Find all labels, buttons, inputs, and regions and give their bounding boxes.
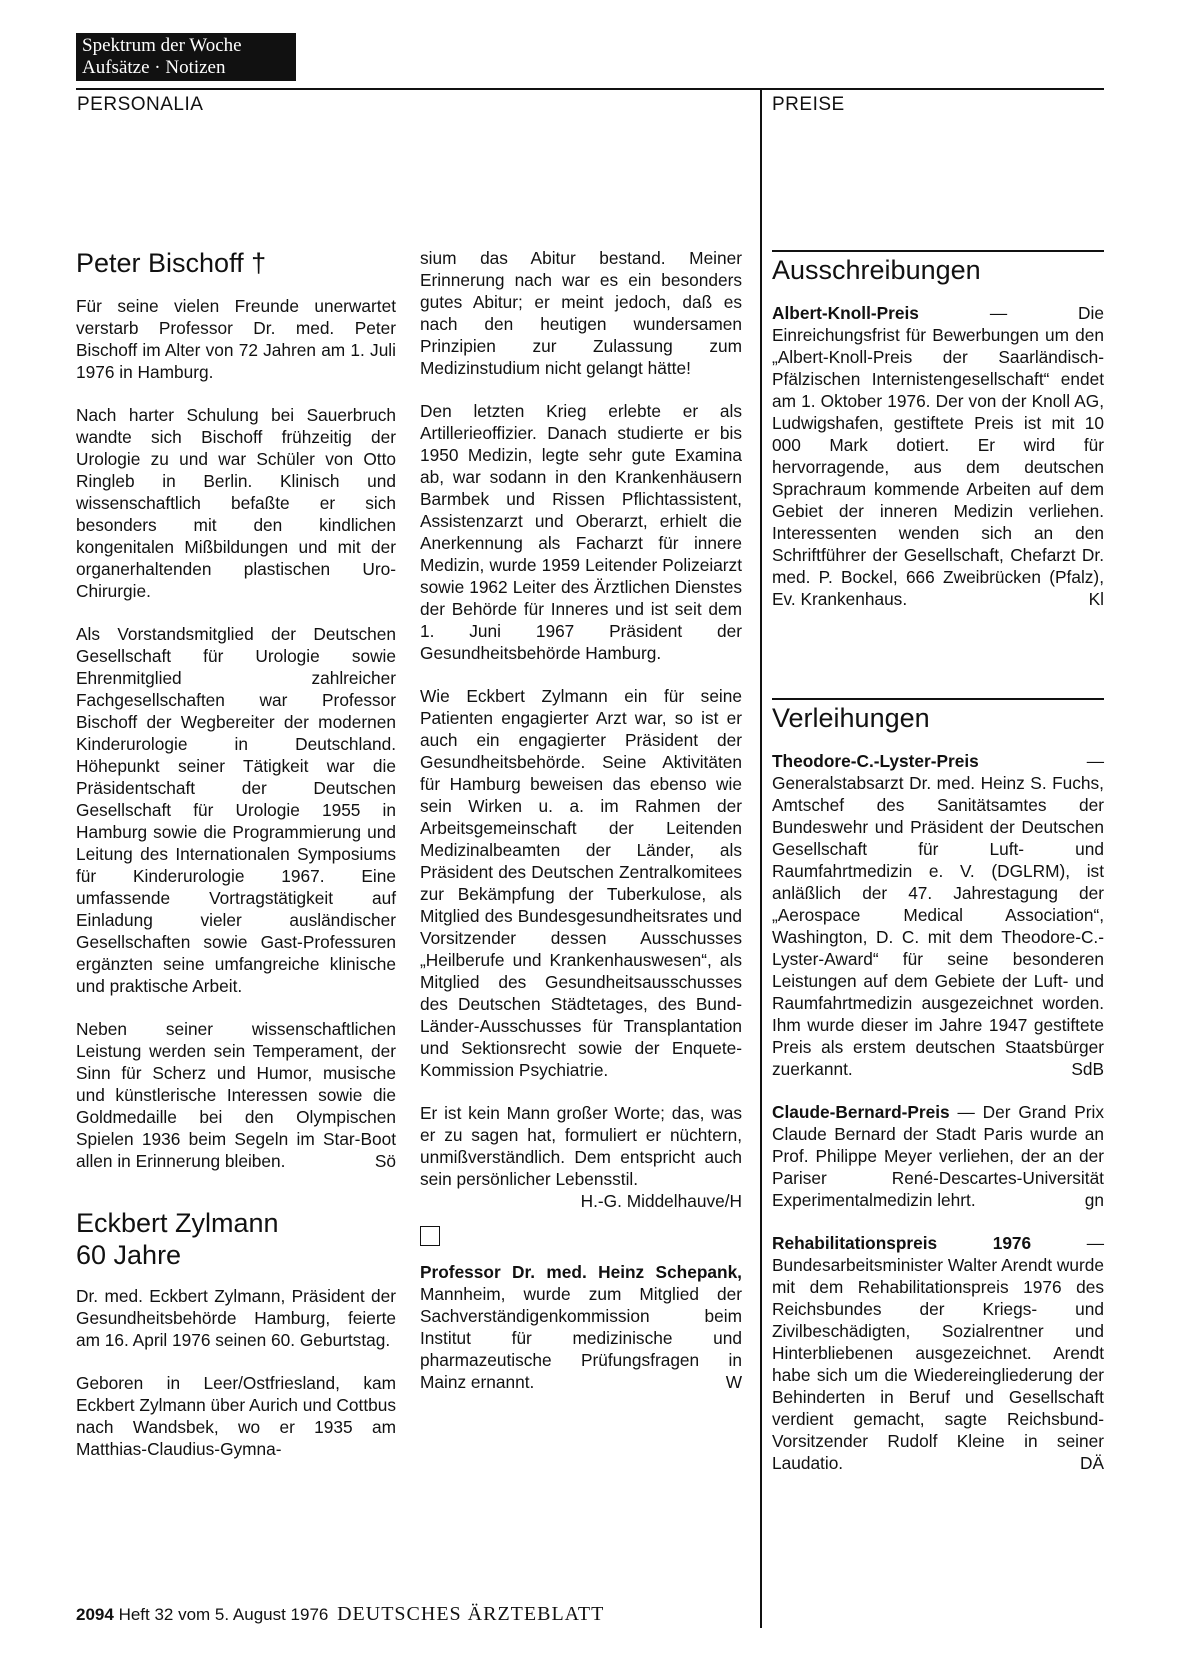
zylmann-paragraph-5: Er ist kein Mann großer Worte; das, was er zu sagen hat, formuliert er nüchtern, unmißverständlich. Dem entspricht auch sein persönlicher Lebensstil. xyxy=(420,1103,742,1189)
bernard-name: Claude-Bernard-Preis xyxy=(772,1102,950,1122)
rehabilitation-text: — Bundesarbeitsminister Walter Arendt wurde mit dem Rehabilitationspreis 1976 des Reichsbundes der Kriegs- und Zivilbeschädigten, Sozialrentner und Hinterbliebenen ausgezeichnet. Arendt habe sich um die Wiedereingliederung der Behinderten in Beruf und Gesellschaft verdient gemacht, sagte Reichsbund-Vorsitzender Rudolf Kleine in seiner Laudatio. xyxy=(772,1233,1104,1473)
section-badge xyxy=(76,33,296,81)
zylmann-paragraph-2-end: sium das Abitur bestand. Meiner Erinnerung nach war es ein besonders gutes Abitur; er meint jedoch, daß es nach den heutigen wundersamen Prinzipien zur Zulassung zum Medizinstudium nicht gelangt hätte! xyxy=(420,248,742,378)
albert-knoll-signature: Kl xyxy=(1088,589,1104,609)
zylmann-paragraph-4: Wie Eckbert Zylmann ein für seine Patienten engagierter Arzt war, so ist er auch ein engagierter Präsident der Gesundheitsbehörde. Seine Aktivitäten für Hamburg beweisen das ebenso wie sein Wirken u. a. im Rahmen der Arbeitsgemeinschaft der Leitenden Medizinalbeamten der Länder, als Präsident des Deutschen Zentralkomitees zur Bekämpfung der Tuberkulose, als Mitglied des Bundesgesundheitsrates und Vorsitzender dessen Ausschusses „Heilberufe und Krankenhauswesen“, als Mitglied des Gesundheitsausschusses des Deutschen Städtetages, des Bund-Länder-Ausschusses für Transplantation und Sektionsrecht sowie der Enquete-Kommission Psychiatrie. xyxy=(420,686,742,1080)
bernard-text: — Der Grand Prix Claude Bernard der Stadt Paris wurde an Prof. Philippe Meyer verliehen, der an der Pariser René-Descartes-Universität Experimentalmedizin lehrt. xyxy=(772,1102,1104,1210)
schepank-name: Professor Dr. med. Heinz Schepank, xyxy=(420,1262,742,1282)
bischoff-paragraph-3: Als Vorstandsmitglied der Deutschen Gesellschaft für Urologie sowie Ehrenmitglied zahlreicher Fachgesellschaften war Professor Bischoff der Wegbereiter der modernen Kinderurologie in Deutschland. Höhepunkt seiner Tätigkeit war die Präsidentschaft der Deutschen Gesellschaft für Urologie 1955 in Hamburg sowie die Programmierung und Leitung des Internationalen Symposiums für Kinderurologie 1967. Eine umfassende Vortragstätigkeit auf Einladung vieler ausländischer Gesellschaften sowie Gast-Professuren ergänzten seine umfangreiche klinische und praktische Arbeit. xyxy=(76,624,396,996)
rehabilitation-entry xyxy=(772,1232,1104,1474)
ausschreibungen-rule xyxy=(772,250,1104,252)
zylmann-paragraph-1: Dr. med. Eckbert Zylmann, Präsident der Gesundheitsbehörde Hamburg, feierte am 16. April 1976 seinen 60. Geburtstag. xyxy=(76,1286,396,1350)
column-1 xyxy=(76,247,396,1460)
column-2 xyxy=(420,247,742,1414)
zylmann-title-line-2: 60 Jahre xyxy=(76,1240,182,1270)
top-rule xyxy=(76,88,1104,90)
bischoff-paragraph-2: Nach harter Schulung bei Sauerbruch wandte sich Bischoff frühzeitig der Urologie zu und war Schüler von Otto Ringleb in Berlin. Klinisch und wissenschaftlich befaßte er sich besonders mit den kindlichen kongenitalen Mißbildungen und mit der organerhaltenden plastischen Uro-Chirurgie. xyxy=(76,405,396,601)
rehabilitation-signature: DÄ xyxy=(1079,1453,1104,1473)
bischoff-signature: Sö xyxy=(374,1151,396,1171)
bischoff-title: Peter Bischoff † xyxy=(76,248,267,278)
schepank-signature: W xyxy=(725,1372,742,1392)
albert-knoll-name: Albert-Knoll-Preis xyxy=(772,303,919,323)
section-label-preise: PREISE xyxy=(772,94,845,115)
badge-line-2: Aufsätze · Notizen xyxy=(82,57,226,78)
column-3-ausschreibungen xyxy=(772,254,1104,631)
section-label-personalia: PERSONALIA xyxy=(77,94,204,115)
zylmann-title-line-1: Eckbert Zylmann xyxy=(76,1208,279,1238)
journal-name: DEUTSCHES ÄRZTEBLATT xyxy=(337,1603,605,1625)
column-3-verleihungen xyxy=(772,702,1104,1495)
bernard-signature: gn xyxy=(1084,1190,1104,1210)
verleihungen-rule xyxy=(772,698,1104,700)
ausschreibungen-title: Ausschreibungen xyxy=(772,255,981,285)
albert-knoll-text: — Die Einreichungsfrist für Bewerbungen um den „Albert-Knoll-Preis der Saarländisch-Pfälzischen Internistengesellschaft“ endet am 1. Oktober 1976. Der von der Knoll AG, Ludwigshafen, gestiftete Preis ist mit 10 000 Mark dotiert. Er wird für hervorragende, aus dem deutschen Sprachraum kommende Arbeiten auf dem Gebiet der inneren Medizin verliehen. Interessenten wenden sich an den Schriftführer der Gesellschaft, Chefarzt Dr. med. P. Bockel, 666 Zweibrücken (Pfalz), Ev. Krankenhaus. xyxy=(772,303,1104,609)
verleihungen-title: Verleihungen xyxy=(772,703,930,733)
zylmann-paragraph-2-start: Geboren in Leer/Ostfriesland, kam Eckbert Zylmann über Aurich und Cottbus nach Wandsbek, wo er 1935 am Matthias-Claudius-Gymna- xyxy=(76,1373,396,1459)
albert-knoll-entry xyxy=(772,302,1104,610)
lyster-name: Theodore-C.-Lyster-Preis xyxy=(772,751,979,771)
issue-info: Heft 32 vom 5. August 1976 xyxy=(118,1605,329,1624)
bischoff-paragraph-4 xyxy=(76,1018,396,1172)
bernard-entry xyxy=(772,1101,1104,1211)
schepank-text: Mannheim, wurde zum Mitglied der Sachverständigenkommission beim Institut für medizinische und pharmazeutische Prüfungsfragen in Mainz ernannt. xyxy=(420,1284,742,1392)
schepank-entry xyxy=(420,1261,742,1393)
lyster-signature: SdB xyxy=(1071,1059,1104,1079)
column-divider xyxy=(760,88,762,1628)
zylmann-signature: H.-G. Middelhauve/H xyxy=(580,1191,742,1211)
page-footer xyxy=(76,1603,604,1626)
bischoff-paragraph-4-text: Neben seiner wissenschaftlichen Leistung werden sein Temperament, der Sinn für Scherz und Humor, musische und künstlerische Interessen sowie die Goldmedaille bei den Olympischen Spielen 1936 beim Segeln im Star-Boot allen in Erinnerung bleiben. xyxy=(76,1019,396,1171)
zylmann-paragraph-3: Den letzten Krieg erlebte er als Artillerieoffizier. Danach studierte er bis 1950 Medizin, legte sehr gute Examina ab, war sodann in den Krankenhäusern Barmbek und Rissen Pflichtassistent, Assistenzarzt und Oberarzt, erhielt die Anerkennung als Facharzt für innere Medizin, wurde 1959 Leitender Polizeiarzt sowie 1962 Leiter des Ärztlichen Dienstes der Behörde für Inneres und ist seit dem 1. Juni 1967 Präsident der Gesundheitsbehörde Hamburg. xyxy=(420,401,742,663)
square-icon xyxy=(420,1226,440,1246)
page-number: 2094 xyxy=(76,1605,114,1624)
separator-checkbox xyxy=(420,1226,742,1251)
bischoff-paragraph-1: Für seine vielen Freunde unerwartet verstarb Professor Dr. med. Peter Bischoff im Alter von 72 Jahren am 1. Juli 1976 in Hamburg. xyxy=(76,296,396,382)
lyster-text: — Generalstabsarzt Dr. med. Heinz S. Fuchs, Amtschef des Sanitätsamtes der Bundeswehr und Präsident der Deutschen Gesellschaft für Luft- und Raumfahrtmedizin e. V. (DGLRM), ist anläßlich der 47. Jahrestagung der „Aerospace Medical Association“, Washington, D. C. mit dem Theodore-C.-Lyster-Award“ für seine besonderen Leistungen auf dem Gebiete der Luft- und Raumfahrtmedizin ausgezeichnet worden. Ihm wurde dieser im Jahre 1947 gestiftete Preis als erstem deutschen Staatsbürger zuerkannt. xyxy=(772,751,1104,1079)
rehabilitation-name: Rehabilitationspreis 1976 xyxy=(772,1233,1032,1253)
lyster-entry xyxy=(772,750,1104,1080)
badge-line-1: Spektrum der Woche xyxy=(82,35,242,56)
